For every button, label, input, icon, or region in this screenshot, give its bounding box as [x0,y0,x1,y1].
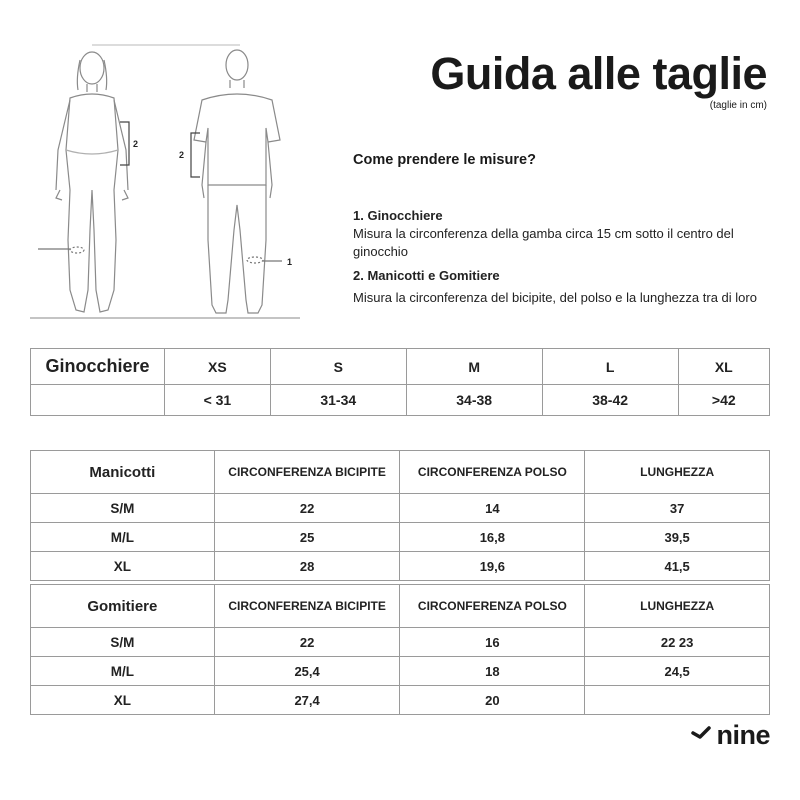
table-cell [585,686,770,715]
size-category: S/M [31,494,215,523]
brand-mark-icon [691,725,713,747]
column-header: LUNGHEZZA [585,451,770,494]
marker-2-man: 2 [179,150,185,160]
size-category: M/L [31,523,215,552]
table-row [31,385,770,416]
table-cell: 19,6 [400,552,585,581]
size-value: >42 [678,385,769,416]
table-cell: 41,5 [585,552,770,581]
size-category: XL [31,686,215,715]
table-cell: 14 [400,494,585,523]
table-cell: 37 [585,494,770,523]
column-header: CIRCONFERENZA POLSO [400,585,585,628]
brand-name: nine [716,720,770,750]
table-row [31,349,770,385]
table-cell: 22 23 [585,628,770,657]
column-header: CIRCONFERENZA BICIPITE [214,585,400,628]
size-category: M/L [31,657,215,686]
column-header: CIRCONFERENZA POLSO [400,451,585,494]
knee-table-label: Ginocchiere [31,349,165,385]
table-cell: 28 [214,552,400,581]
table-header-row [31,451,770,494]
table-cell: 24,5 [585,657,770,686]
brand-logo [691,722,770,749]
size-label: XS [165,349,271,385]
size-label: M [406,349,542,385]
column-header: CIRCONFERENZA BICIPITE [214,451,400,494]
table-cell: 22 [214,628,400,657]
table-row [31,686,770,715]
size-value: 34-38 [406,385,542,416]
table-row [31,494,770,523]
table-row [31,628,770,657]
size-value: 38-42 [542,385,678,416]
table-cell: 18 [400,657,585,686]
table-cell: 16 [400,628,585,657]
size-label: XL [678,349,769,385]
table-cell: 22 [214,494,400,523]
step-2-title: 2. Manicotti e Gomitiere [353,268,500,283]
marker-1: 1 [287,257,293,267]
elbow-size-table [30,584,770,715]
step-2-text: Misura la circonferenza del bicipite, del polso e la lunghezza tra di loro [353,290,757,305]
empty-cell [31,385,165,416]
elbow-table-label: Gomitiere [31,585,215,628]
sleeve-size-table [30,450,770,581]
table-row [31,657,770,686]
table-row [31,523,770,552]
page-subtitle: (taglie in cm) [709,100,767,111]
table-cell: 20 [400,686,585,715]
size-label: L [542,349,678,385]
table-row [31,552,770,581]
instructions-heading: Come prendere le misure? [353,152,536,168]
size-category: XL [31,552,215,581]
instruction-step-2 [353,267,773,307]
marker-2-woman: 2 [133,139,139,149]
table-cell: 25,4 [214,657,400,686]
instruction-step-1 [353,207,773,261]
figures-svg [30,40,305,325]
column-header: LUNGHEZZA [585,585,770,628]
size-label: S [270,349,406,385]
table-cell: 27,4 [214,686,400,715]
measurement-figures-illustration [30,40,305,325]
size-value: 31-34 [270,385,406,416]
page-title: Guida alle taglie [430,48,767,99]
size-category: S/M [31,628,215,657]
table-cell: 25 [214,523,400,552]
table-header-row [31,585,770,628]
sleeve-table-label: Manicotti [31,451,215,494]
step-1-title: 1. Ginocchiere [353,208,443,223]
knee-size-table [30,348,770,416]
step-1-text: Misura la circonferenza della gamba circa 15 cm sotto il centro del ginocchio [353,226,734,259]
table-cell: 16,8 [400,523,585,552]
table-cell: 39,5 [585,523,770,552]
size-value: < 31 [165,385,271,416]
